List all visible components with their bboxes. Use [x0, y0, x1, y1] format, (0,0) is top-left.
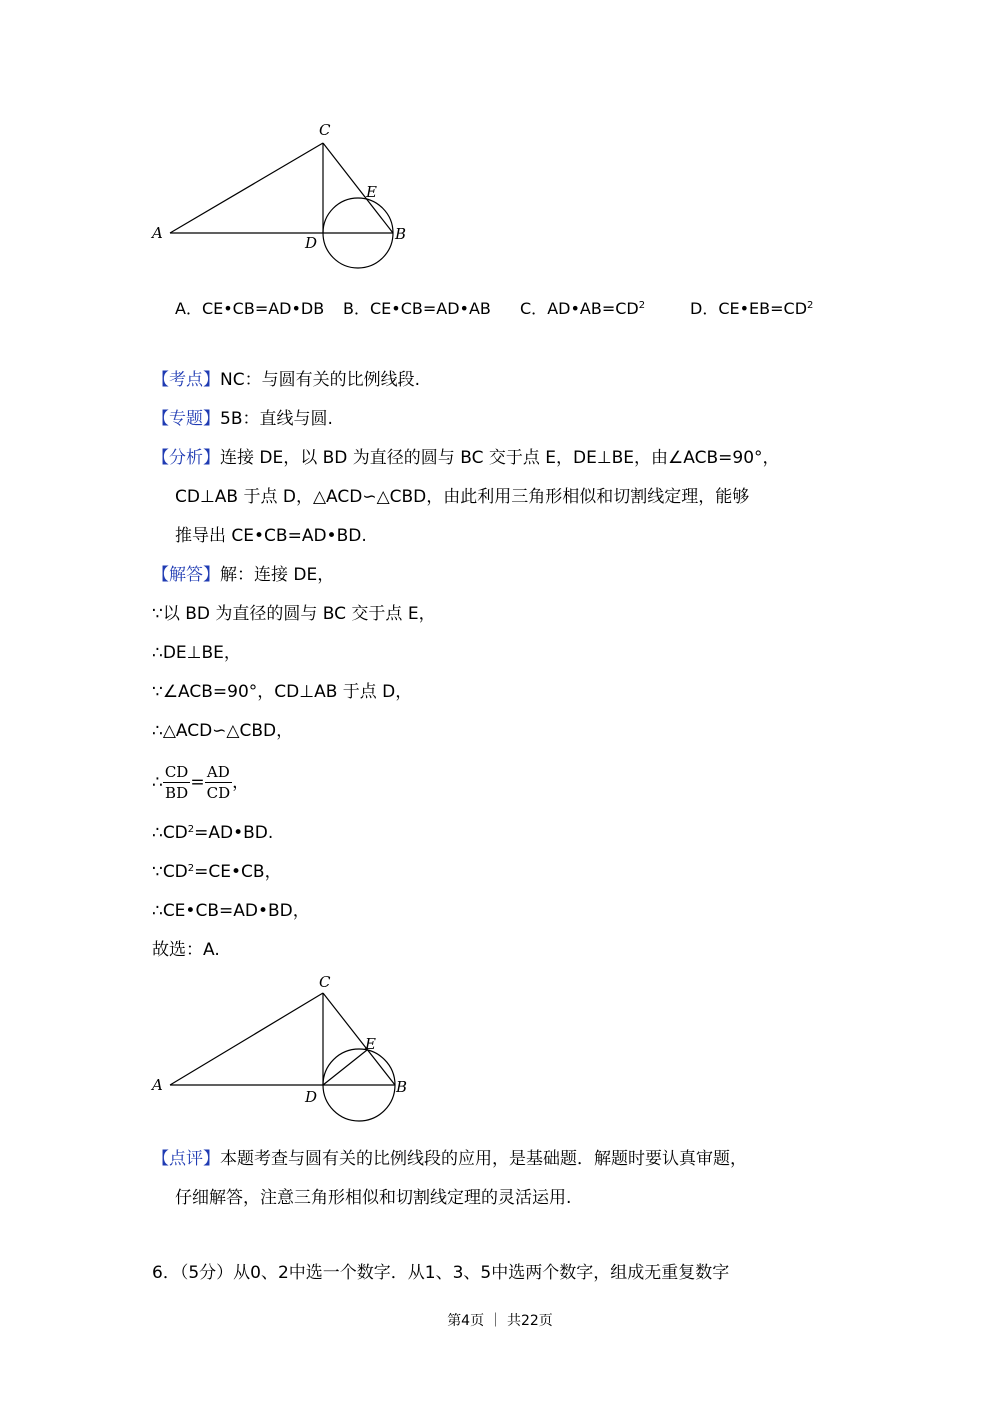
solution-step-4: ∴△ACD∽△CBD， — [152, 721, 294, 741]
fenxi-line-2: CD⊥AB 于点 D，△ACD∽△CBD，由此利用三角形相似和切割线定理，能够 — [175, 487, 750, 507]
fraction-ad-cd: $\frac{AD}{CD}$ — [206, 763, 231, 802]
dianping-line-1: 【点评】本题考查与圆有关的比例线段的应用，是基础题．解题时要认真审题， — [152, 1149, 747, 1169]
label-b: B — [396, 1078, 408, 1096]
choice-a: A．CE•CB=AD•DB — [175, 299, 325, 318]
geometry-figure-2 — [145, 968, 425, 1133]
label-d: D — [305, 1088, 318, 1106]
fenxi-line-3: 推导出 CE•CB=AD•BD. — [175, 526, 367, 546]
fenxi-tag: 【分析】 — [152, 448, 220, 468]
solution-step-2: ∴DE⊥BE， — [152, 643, 241, 663]
dianping-tag: 【点评】 — [152, 1149, 220, 1169]
zhuanti-line: 【专题】5B：直线与圆. — [152, 409, 333, 429]
dianping-line-2: 仔细解答，注意三角形相似和切割线定理的灵活运用. — [175, 1188, 572, 1208]
fraction-cd-bd: $\frac{CD}{BD}$ — [164, 763, 189, 802]
zhuanti-tag: 【专题】 — [152, 409, 220, 429]
solution-step-1: ∵以 BD 为直径的圆与 BC 交于点 E， — [152, 604, 436, 624]
kaodian-line: 【考点】NC：与圆有关的比例线段. — [152, 370, 420, 390]
label-e: E — [366, 183, 377, 201]
fenxi-line-1: 【分析】连接 DE，以 BD 为直径的圆与 BC 交于点 E，DE⊥BE，由∠ACB=90°， — [152, 448, 780, 468]
label-c: C — [319, 121, 331, 139]
kaodian-tag: 【考点】 — [152, 370, 220, 390]
solution-step-3: ∵∠ACB=90°，CD⊥AB 于点 D， — [152, 682, 413, 702]
label-a: A — [152, 1076, 163, 1094]
label-a: A — [152, 224, 163, 242]
solution-step-5-fraction: ∴ $\frac{CD}{BD}$ = $\frac{AD}{CD}$ ， — [152, 763, 250, 802]
choice-d: D．$CE•EB=CD^2$ — [690, 299, 814, 318]
choice-c: C．$AD•AB=CD^2$ — [520, 299, 646, 318]
solution-step-7: $\because CD^2=CE•CB$， — [152, 862, 282, 882]
jieda-line: 【解答】解：连接 DE， — [152, 565, 335, 585]
label-e: E — [365, 1035, 376, 1053]
jieda-tag: 【解答】 — [152, 565, 220, 585]
label-b: B — [395, 225, 407, 243]
segment-cb — [323, 143, 393, 233]
choice-b: B．CE•CB=AD•AB — [343, 299, 491, 318]
segment-cb — [323, 993, 395, 1085]
page-footer: 第4页 ｜ 共22页 — [447, 1313, 553, 1329]
solution-answer: 故选：A. — [152, 940, 220, 960]
geometry-figure-1 — [145, 115, 425, 275]
segment-de — [323, 1050, 367, 1085]
solution-step-8: ∴CE•CB=AD•BD， — [152, 901, 310, 921]
label-c: C — [319, 973, 331, 991]
label-d: D — [305, 234, 318, 252]
solution-step-6: $\therefore CD^2=AD•BD$. — [152, 823, 274, 843]
segment-ac — [170, 143, 323, 233]
segment-ac — [170, 993, 323, 1085]
question-6: 6．（5分）从0、2中选一个数字．从1、3、5中选两个数字，组成无重复数字 — [152, 1263, 730, 1283]
